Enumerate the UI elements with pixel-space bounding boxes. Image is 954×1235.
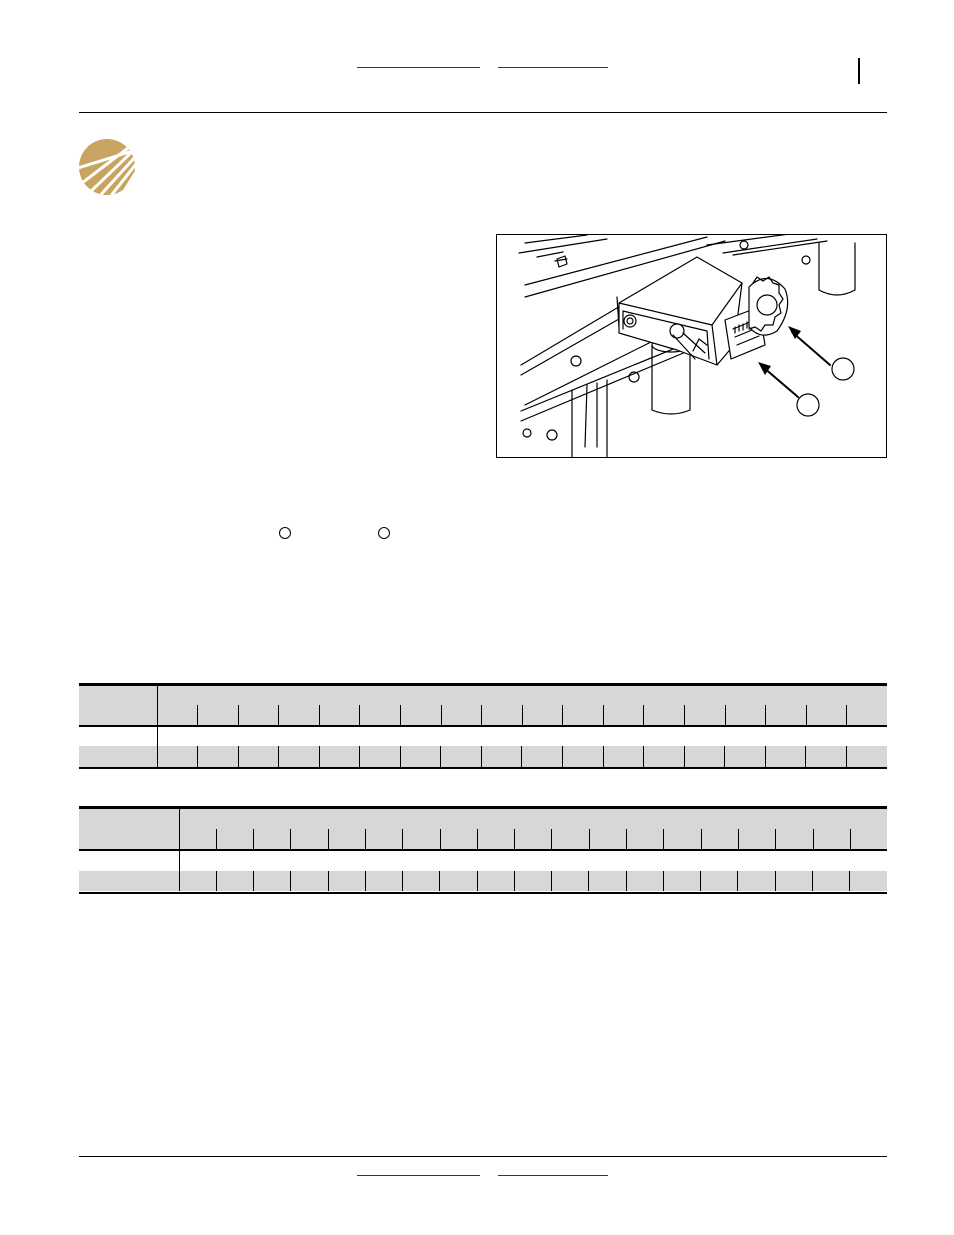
table2-col bbox=[775, 829, 812, 849]
table2-cell bbox=[328, 871, 365, 891]
table1-col bbox=[603, 705, 644, 725]
table2-cell bbox=[477, 871, 514, 891]
table1-cell bbox=[279, 746, 320, 767]
table2-col bbox=[290, 829, 327, 849]
table1-col bbox=[238, 705, 279, 725]
table1-cell bbox=[725, 746, 766, 767]
table2-cell bbox=[775, 871, 812, 891]
table1-cell bbox=[846, 746, 887, 767]
sunburst-logo-icon bbox=[78, 138, 136, 196]
header-page-marker bbox=[858, 58, 860, 84]
table1-cell bbox=[157, 746, 198, 767]
table1-cell bbox=[562, 746, 603, 767]
table2-header-label bbox=[79, 809, 179, 849]
table2-cell bbox=[589, 871, 626, 891]
table2-col bbox=[701, 829, 738, 849]
callout-ref-2-icon bbox=[378, 527, 390, 539]
table1-col bbox=[158, 705, 198, 725]
table2-data-row bbox=[79, 871, 887, 891]
table2-col bbox=[440, 829, 477, 849]
table2-cell bbox=[850, 871, 888, 891]
table2-col bbox=[589, 829, 626, 849]
table1-cell bbox=[441, 746, 482, 767]
table1-cell bbox=[765, 746, 806, 767]
table2-cell bbox=[403, 871, 440, 891]
table2-cell bbox=[552, 871, 589, 891]
table1-col bbox=[806, 705, 847, 725]
table1-cell bbox=[644, 746, 685, 767]
callout-ref-1-icon bbox=[279, 527, 291, 539]
table1-cell bbox=[400, 746, 441, 767]
table1-col bbox=[481, 705, 522, 725]
table2-cell bbox=[179, 871, 216, 891]
footer-rule bbox=[79, 1156, 887, 1157]
table2-col bbox=[180, 829, 216, 849]
table1-col bbox=[522, 705, 563, 725]
table2-col bbox=[514, 829, 551, 849]
table2-blank-row bbox=[79, 851, 887, 871]
table2-col bbox=[216, 829, 253, 849]
table1-data-row bbox=[79, 746, 887, 767]
table2-col bbox=[477, 829, 514, 849]
table1-cell bbox=[360, 746, 401, 767]
figure-frame bbox=[496, 234, 887, 458]
table1-col bbox=[319, 705, 360, 725]
table1-col bbox=[846, 705, 887, 725]
footer-link-2[interactable] bbox=[498, 1175, 608, 1176]
table1-cell bbox=[806, 746, 847, 767]
table1-blank-row bbox=[79, 727, 887, 746]
table1-col bbox=[197, 705, 238, 725]
table1-row-label bbox=[79, 746, 157, 767]
table1-col bbox=[359, 705, 400, 725]
table1 bbox=[79, 686, 887, 767]
table1-cell bbox=[238, 746, 279, 767]
table1-cell bbox=[603, 746, 644, 767]
table2-col bbox=[365, 829, 402, 849]
table2-cell bbox=[701, 871, 738, 891]
table2-col bbox=[850, 829, 887, 849]
table1-cell bbox=[198, 746, 239, 767]
table1-header-label bbox=[79, 686, 157, 725]
table2-row-label bbox=[79, 871, 179, 891]
table2-col bbox=[402, 829, 439, 849]
table2-cell bbox=[216, 871, 253, 891]
table2-header-row bbox=[79, 809, 887, 849]
table1-header-row bbox=[79, 686, 887, 725]
table2-cell bbox=[440, 871, 477, 891]
table2-col bbox=[626, 829, 663, 849]
footer-link-1[interactable] bbox=[357, 1175, 480, 1176]
table2-cell bbox=[626, 871, 663, 891]
table1-col bbox=[400, 705, 441, 725]
table1-col bbox=[441, 705, 482, 725]
table1-col bbox=[643, 705, 684, 725]
table1-col bbox=[278, 705, 319, 725]
table2-cell bbox=[812, 871, 849, 891]
table2-cell bbox=[254, 871, 291, 891]
table2-col bbox=[328, 829, 365, 849]
table1-col bbox=[562, 705, 603, 725]
table1-cell bbox=[522, 746, 563, 767]
table2-cell bbox=[663, 871, 700, 891]
figure-illustration bbox=[497, 235, 886, 457]
table1-cell bbox=[319, 746, 360, 767]
header-link-1[interactable] bbox=[357, 67, 480, 68]
table1-bottom-rule bbox=[79, 767, 887, 769]
table2-cell bbox=[738, 871, 775, 891]
table2-cell bbox=[514, 871, 551, 891]
table2-cell bbox=[291, 871, 328, 891]
table2-bottom-rule bbox=[79, 892, 887, 894]
table2-col bbox=[253, 829, 290, 849]
header-link-2[interactable] bbox=[498, 67, 608, 68]
table1-cell bbox=[481, 746, 522, 767]
table2-col bbox=[551, 829, 588, 849]
table2-col bbox=[738, 829, 775, 849]
table2 bbox=[79, 809, 887, 891]
table2-col bbox=[663, 829, 700, 849]
table1-col bbox=[684, 705, 725, 725]
table2-cell bbox=[365, 871, 402, 891]
table1-col bbox=[725, 705, 766, 725]
table1-col bbox=[765, 705, 806, 725]
header-rule bbox=[79, 112, 887, 113]
table1-cell bbox=[684, 746, 725, 767]
table2-col bbox=[813, 829, 850, 849]
